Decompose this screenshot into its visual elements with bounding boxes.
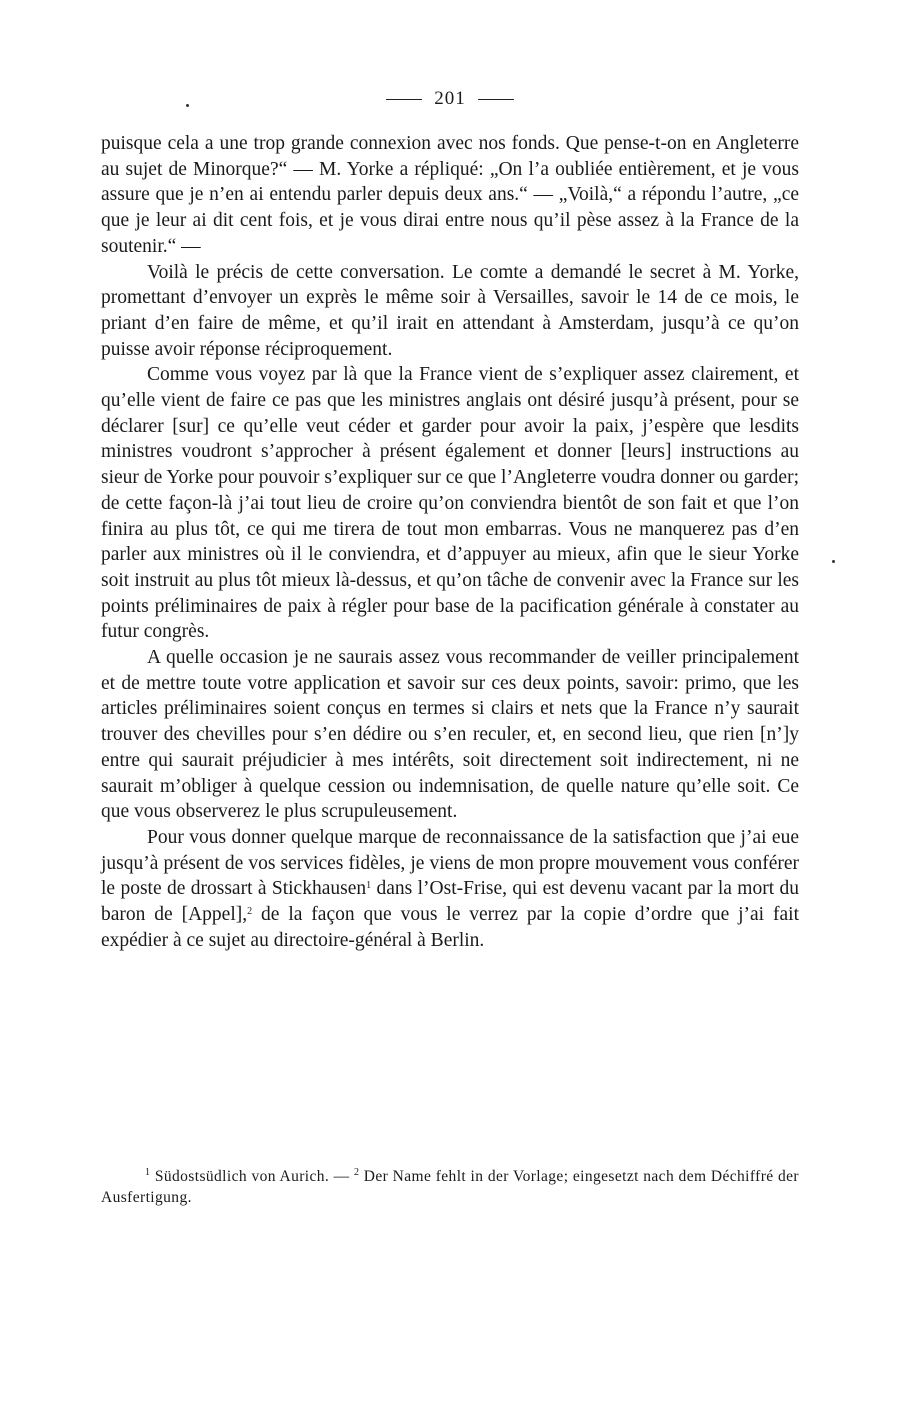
letter-body: [101, 131, 799, 954]
paragraph: Comme vous voyez par là que la France vient de s’expliquer assez clairement, et qu’elle vient de faire ce pas que les ministres anglais ont désiré jusqu’à présent, pour se déclarer [sur] ce qu’elle veut céder et garder pour avoir la paix, j’espère que lesdits ministres voudront s’approcher à présent également et donner [leurs] instructions au sieur de Yorke pour pouvoir s’expliquer sur ce que l’Angleterre voudra donner ou garder; de cette façon-là j’ai tout lieu de croire qu’on conviendra bientôt de son fait et que l’on finira au plus tôt, ce qui me tirera de tout mon embarras. Vous ne manquerez pas d’en parler aux ministres où il le conviendra, et d’appuyer au mieux, afin que le sieur Yorke soit instruit au plus tôt mieux là-dessus, et qu’on tâche de convenir avec la France sur les points préliminaires de paix à régler pour base de la pacification générale à constater au futur congrès.: [101, 364, 799, 643]
paragraph-text: dans l’Ost-Frise, qui est devenu vacant par la mort du baron de [Appel],: [101, 878, 800, 926]
footnote-text: Der Name fehlt in der Vorlage; eingesetzt nach dem Déchiffré der Ausfertigung.: [101, 1168, 799, 1206]
header-rule-right: [478, 99, 514, 100]
page-header: [0, 88, 900, 110]
header-rule-left: [386, 99, 422, 100]
paragraph-text: Pour vous donner quelque marque de reconnaissance de la satisfaction que j’ai eue jusqu’à présent de vos services fidèles, je viens de mon propre mouvement vous conférer le poste de drossart à Stickhausen: [101, 826, 799, 900]
paragraph: puisque cela a une trop grande connexion avec nos fonds. Que pense-t-on en Angleterre au sujet de Minorque?“ — M. Yorke a répliqué: „On l’a oubliée entièrement, et je vous assure que je n’en ai entendu parler depuis deux ans.“ — „Voilà,“ a répondu l’autre, „ce que je leur ai dit cent fois, et je vous dirai entre nous qu’il pèse assez à la France de la soutenir.“ —: [101, 133, 799, 257]
footnote-ref: 1: [366, 880, 372, 892]
footnote-ref: 2: [247, 906, 253, 918]
footnote-marker: 1: [145, 1167, 151, 1178]
paragraph: [101, 825, 799, 954]
footnote-text: Südostsüdlich von Aurich. —: [150, 1168, 354, 1185]
stray-mark: [186, 104, 189, 107]
paragraph: Voilà le précis de cette conversation. Le comte a demandé le secret à M. Yorke, promettant d’envoyer un exprès le même soir à Versailles, savoir le 14 de ce mois, le priant d’en faire de même, et qu’il irait en attendant à Amsterdam, jusqu’à ce qu’on puisse avoir réponse réciproquement.: [101, 261, 799, 360]
paragraph-text: de la façon que vous le verrez par la copie d’ordre que j’ai fait expédier à ce sujet au directoire-général à Berlin.: [101, 904, 799, 951]
footnote-line: [101, 1166, 799, 1208]
footnote-marker: 2: [353, 1167, 360, 1178]
footnotes: [101, 1166, 799, 1208]
page-number: 201: [434, 88, 466, 109]
paragraph: A quelle occasion je ne saurais assez vous recommander de veiller principalement et de mettre toute votre application et savoir sur ces deux points, savoir: primo, que les articles préliminaires soient conçus en termes si clairs et nets que la France n’y saurait trouver des chevilles pour s’en dédire ou s’en reculer, et, en second lieu, que rien [n’]y entre qui saurait préjudicier à mes intérêts, soit directement soit indirectement, ni ne saurait m’obliger à quelque cession ou indemnisation, de quelle nature qu’elle soit. Ce que vous observerez le plus scrupuleusement.: [101, 647, 799, 823]
stray-mark: [832, 560, 835, 563]
